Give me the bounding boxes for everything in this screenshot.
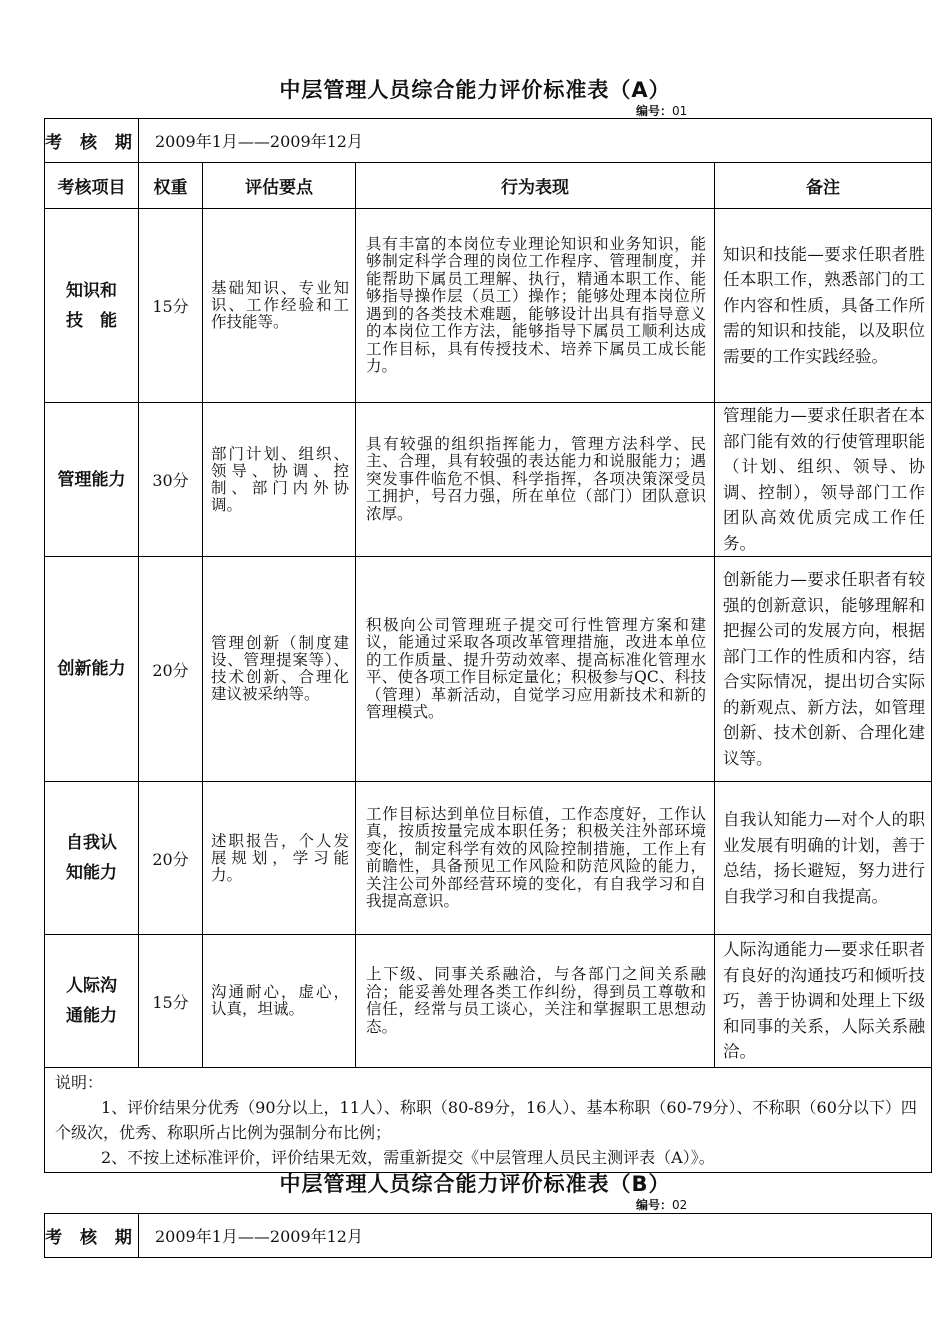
notes-row (45, 1068, 932, 1173)
row-behavior: 具有丰富的本岗位专业理论知识和业务知识，能够制定科学合理的岗位工作程序、管理制度，并能帮助下属员工理解、执行，精通本职工作、能够指导操作层（员工）操作；能够处理本岗位所遇到的各类技术难题，能够设计出具有指导意义的本岗位工作方法，能够指导下属员工顺利达成工作目标，具有传授技术、培养下属员工成长能力。 (356, 209, 715, 403)
header-item: 考核项目 (45, 163, 139, 209)
table-row (45, 403, 932, 557)
notes-heading: 说明： (55, 1073, 104, 1092)
row-item: 自我认知能力 (45, 782, 139, 935)
period-value: 2009年1月——2009年12月 (139, 119, 932, 163)
row-points: 沟通耐心，虚心，认真，坦诚。 (203, 935, 356, 1068)
notes (45, 1068, 932, 1173)
row-behavior: 上下级、同事关系融洽，与各部门之间关系融洽；能妥善处理各类工作纠纷，得到员工尊敬和信任，经常与员工谈心，关注和掌握职工思想动态。 (356, 935, 715, 1068)
header-weight: 权重 (139, 163, 203, 209)
row-weight: 20分 (139, 782, 203, 935)
header-remark: 备注 (715, 163, 932, 209)
notes-line-2: 2、不按上述标准评价，评价结果无效，需重新提交《中层管理人员民主测评表（A）》。 (101, 1148, 715, 1167)
period-label: 考 核 期 (45, 119, 139, 163)
row-points: 基础知识、专业知识、工作经验和工作技能等。 (203, 209, 356, 403)
doc-number-a (636, 102, 687, 119)
row-points: 部门计划、组织、领导、协调、控制、部门内外协调。 (203, 403, 356, 557)
row-behavior: 具有较强的组织指挥能力，管理方法科学、民主、合理，具有较强的表达能力和说服能力；遇突发事件临危不惧、科学指挥，各项决策深受员工拥护，号召力强，所在单位（部门）团队意识浓厚。 (356, 403, 715, 557)
row-remark: 知识和技能—要求任职者胜任本职工作，熟悉部门的工作内容和性质，具备工作所需的知识和技能，以及职位需要的工作实践经验。 (715, 209, 932, 403)
doc-number-value: 02 (672, 1198, 688, 1212)
row-item: 创新能力 (45, 557, 139, 782)
row-weight: 20分 (139, 557, 203, 782)
row-item: 人际沟通能力 (45, 935, 139, 1068)
period-label: 考 核 期 (45, 1214, 139, 1258)
row-points: 管理创新（制度建设、管理提案等）、技术创新、合理化建议被采纳等。 (203, 557, 356, 782)
row-item: 管理能力 (45, 403, 139, 557)
table-row (45, 782, 932, 935)
evaluation-table-b (44, 1213, 932, 1258)
evaluation-table-a (44, 118, 932, 1173)
doc-number-label: 编号： (636, 1198, 673, 1212)
page-title-a: 中层管理人员综合能力评价标准表（A） (279, 78, 671, 102)
table-row (45, 209, 932, 403)
doc-number-label: 编号： (636, 104, 673, 118)
header-points: 评估要点 (203, 163, 356, 209)
row-weight: 15分 (139, 935, 203, 1068)
row-behavior: 工作目标达到单位目标值，工作态度好，工作认真，按质按量完成本职任务；积极关注外部环境变化，制定科学有效的风险控制措施，工作上有前瞻性，具备预见工作风险和防范风险的能力，关注公司外部经营环境的变化，有自我学习和自我提高意识。 (356, 782, 715, 935)
doc-number-b (636, 1196, 687, 1213)
row-remark: 人际沟通能力—要求任职者有良好的沟通技巧和倾听技巧，善于协调和处理上下级和同事的关系，人际关系融洽。 (715, 935, 932, 1068)
row-weight: 30分 (139, 403, 203, 557)
notes-line-1: 1、评价结果分优秀（90分以上，11人）、称职（80-89分，16人）、基本称职（60-79分）、不称职（60分以下）四个级次，优秀、称职所占比例为强制分布比例； (55, 1098, 917, 1142)
header-row (45, 163, 932, 209)
row-remark: 自我认知能力—对个人的职业发展有明确的计划，善于总结，扬长避短，努力进行自我学习和自我提高。 (715, 782, 932, 935)
doc-number-value: 01 (672, 104, 688, 118)
row-remark: 创新能力—要求任职者有较强的创新意识，能够理解和把握公司的发展方向，根据部门工作的性质和内容，结合实际情况，提出切合实际的新观点、新方法，如管理创新、技术创新、合理化建议等。 (715, 557, 932, 782)
table-row (45, 557, 932, 782)
period-value: 2009年1月——2009年12月 (139, 1214, 932, 1258)
row-behavior: 积极向公司管理班子提交可行性管理方案和建议，能通过采取各项改革管理措施，改进本单位的工作质量、提升劳动效率、提高标准化管理水平、使各项工作目标定量化；积极参与QC、科技（管理）革新活动，自觉学习应用新技术和新的管理模式。 (356, 557, 715, 782)
row-weight: 15分 (139, 209, 203, 403)
row-remark: 管理能力—要求任职者在本部门能有效的行使管理职能（计划、组织、领导、协调、控制），领导部门工作团队高效优质完成工作任务。 (715, 403, 932, 557)
row-item: 知识和技 能 (45, 209, 139, 403)
header-behavior: 行为表现 (356, 163, 715, 209)
table-row (45, 935, 932, 1068)
row-points: 述职报告，个人发展规划，学习能力。 (203, 782, 356, 935)
page-title-b: 中层管理人员综合能力评价标准表（B） (279, 1172, 671, 1196)
